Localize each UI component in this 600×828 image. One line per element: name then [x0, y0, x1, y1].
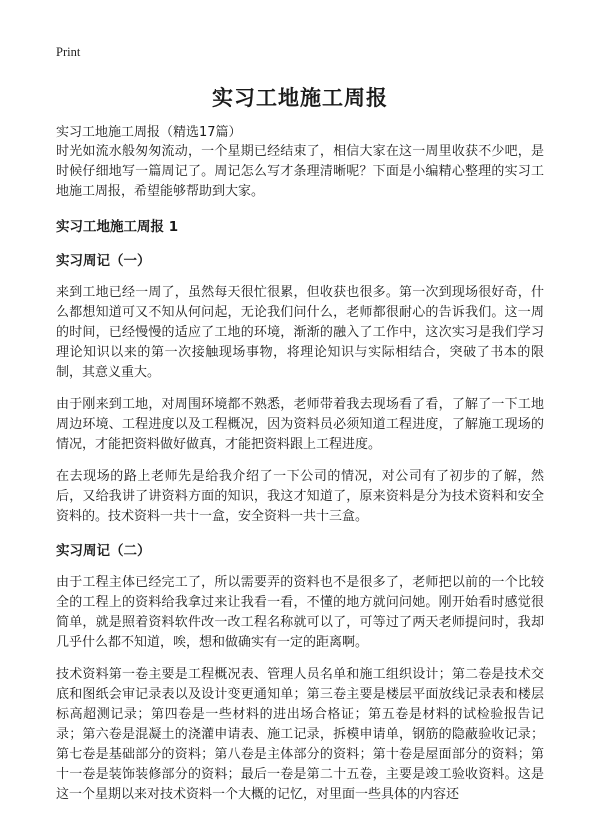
body-paragraph: 来到工地已经一周了，虽然每天很忙很累，但收获也很多。第一次到现场很好奇，什么都想知道可又不知从何问起，无论我们问什么，老师都很耐心的告诉我们。这一周的时间，已经慢慢的适应了工地的环境，渐渐的融入了工作中，这次实习是我们学习理论知识以来的第一次接触现场事物，将理论知识与实际相结合，突破了书本的限制，其意义重大。 [56, 285, 544, 380]
intro-paragraph: 时光如流水般匆匆流动，一个星期已经结束了，相信大家在这一周里收获不少吧，是时候仔细地写一篇周记了。周记怎么写才条理清晰呢？下面是小编精心整理的实习工地施工周报，希望能够帮助到大家。 [56, 144, 544, 199]
section-heading: 实习工地施工周报 1 [56, 219, 179, 235]
document-title: 实习工地施工周报 [212, 86, 388, 110]
week-heading: 实习周记（二） [56, 543, 151, 559]
week-heading: 实习周记（一） [56, 253, 151, 269]
document-subtitle: 实习工地施工周报（精选17篇） [56, 125, 242, 140]
print-link[interactable]: Print [56, 45, 81, 59]
body-paragraph: 由于工程主体已经完工了，所以需要弄的资料也不是很多了，老师把以前的一个比较全的工程上的资料给我拿过来让我看一看，不懂的地方就问问她。刚开始看时感觉很简单，就是照着资料软件改一改工程名称就可以了，可等过了两天老师提问时，我却几乎什么都不知道，唉，想和做确实有一定的距离啊。 [56, 575, 544, 650]
body-paragraph: 由于刚来到工地，对周围环境都不熟悉，老师带着我去现场看了看，了解了一下工地周边环境、工程进度以及工程概况，因为资料员必须知道工程进度，了解施工现场的情况，才能把资料做好做真，才能把资料跟上工程进度。 [56, 397, 544, 452]
body-paragraph: 技术资料第一卷主要是工程概况表、管理人员名单和施工组织设计；第二卷是技术交底和图纸会审记录表以及设计变更通知单；第三卷主要是楼层平面放线记录表和楼层标高超测记录；第四卷是一些材料的进出场合格证；第五卷是材料的试检验报告记录；第六卷是混凝土的浇灌申请表、施工记录，拆模申请单，钢筋的隐蔽验收记录；第七卷是基础部分的资料；第八卷是主体部分的资料；第十卷是屋面部分的资料；第十一卷是装饰装修部分的资料；最后一卷是第二十五卷，主要是竣工验收资料。这是这一个星期以来对技术资料一个大概的记忆，对里面一些具体的内容还 [56, 667, 544, 802]
body-paragraph: 在去现场的路上老师先是给我介绍了一下公司的情况，对公司有了初步的了解，然后，又给我讲了讲资料方面的知识，我这才知道了，原来资料是分为技术资料和安全资料的。技术资料一共十一盒，安全资料一共十三盒。 [56, 469, 544, 524]
